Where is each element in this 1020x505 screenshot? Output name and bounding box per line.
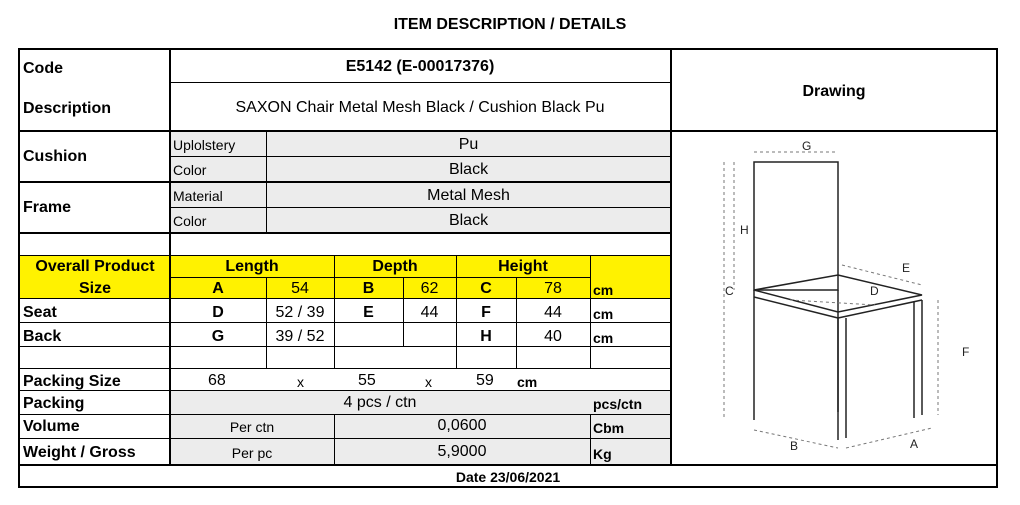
weight-per: Per pc — [231, 445, 273, 461]
weight-unit: Kg — [593, 446, 612, 462]
dim-b-value: 62 — [420, 280, 439, 297]
dim-g-value: 39 / 52 — [275, 328, 325, 345]
cushion-upholstery-label: Uplolstery — [173, 137, 236, 153]
dim-label-e: E — [902, 261, 911, 275]
back-unit: cm — [593, 330, 614, 346]
dim-a-label: A — [212, 280, 224, 297]
cushion-color-label: Color — [173, 162, 207, 178]
dim-d-label: D — [212, 304, 224, 321]
dim-c-label: C — [480, 280, 492, 297]
packing-size-x1: x — [297, 374, 304, 390]
dim-h-value: 40 — [544, 328, 562, 345]
dim-label-f: F — [962, 345, 970, 359]
dim-a-value: 54 — [291, 280, 309, 297]
dim-label-h: H — [740, 223, 749, 237]
packing-value: 4 pcs / ctn — [343, 394, 417, 411]
packing-size-length: 68 — [208, 372, 226, 389]
dim-h-label: H — [480, 328, 492, 345]
dim-f-label: F — [481, 304, 491, 321]
date-text: Date 23/06/2021 — [455, 469, 561, 485]
dim-g-label: G — [211, 328, 225, 345]
cushion-upholstery-value: Pu — [458, 136, 479, 153]
dim-label-a: A — [910, 437, 919, 451]
dim-e-value: 44 — [420, 304, 439, 321]
volume-unit: Cbm — [593, 420, 625, 436]
spec-sheet — [18, 48, 998, 488]
packing-label: Packing — [23, 395, 85, 412]
packing-size-height: 59 — [476, 372, 494, 389]
dim-label-b: B — [790, 439, 799, 453]
dim-line-a — [846, 428, 932, 448]
dim-c-value: 78 — [544, 280, 562, 297]
volume-per: Per ctn — [229, 419, 275, 435]
code-label: Code — [23, 60, 63, 77]
seat-label: Seat — [23, 304, 57, 321]
dim-label-g: G — [802, 139, 812, 153]
dim-label-c: C — [725, 284, 734, 298]
length-header: Length — [225, 258, 279, 275]
volume-value: 0,0600 — [437, 417, 487, 434]
weight-label: Weight / Gross — [23, 444, 136, 461]
dim-e-label: E — [363, 304, 374, 321]
seat-unit: cm — [593, 306, 614, 322]
code-value: E5142 (E-00017376) — [345, 58, 495, 75]
frame-material-value: Metal Mesh — [427, 187, 510, 204]
back-label: Back — [23, 328, 62, 345]
packing-unit: pcs/ctn — [593, 396, 643, 412]
description-label: Description — [23, 100, 112, 117]
page-title: ITEM DESCRIPTION / DETAILS — [393, 16, 627, 33]
frame-color-label: Color — [173, 213, 207, 229]
packing-size-label: Packing Size — [23, 373, 121, 390]
dim-b-label: B — [362, 280, 375, 297]
overall-size-label-1: Overall Product — [35, 258, 155, 275]
packing-size-x2: x — [425, 374, 432, 390]
packing-size-width: 55 — [358, 372, 376, 389]
frame-color-value: Black — [448, 212, 489, 229]
description-value: SAXON Chair Metal Mesh Black / Cushion Black Pu — [235, 99, 605, 116]
cushion-color-value: Black — [448, 161, 489, 178]
weight-value: 5,9000 — [437, 443, 487, 460]
overall-unit: cm — [593, 282, 614, 298]
volume-label: Volume — [23, 418, 80, 435]
height-header: Height — [498, 258, 548, 275]
drawing-label: Drawing — [802, 83, 866, 100]
packing-size-unit: cm — [517, 374, 538, 390]
dim-f-value: 44 — [544, 304, 562, 321]
frame-material-label: Material — [173, 188, 223, 204]
cushion-label: Cushion — [23, 148, 87, 165]
frame-label: Frame — [23, 199, 72, 216]
chair-drawing — [670, 130, 990, 460]
chair-backrest — [754, 162, 838, 290]
dim-d-value: 52 / 39 — [275, 304, 325, 321]
dim-label-d: D — [870, 284, 879, 298]
overall-size-label-2: Size — [78, 280, 111, 297]
depth-header: Depth — [372, 258, 418, 275]
